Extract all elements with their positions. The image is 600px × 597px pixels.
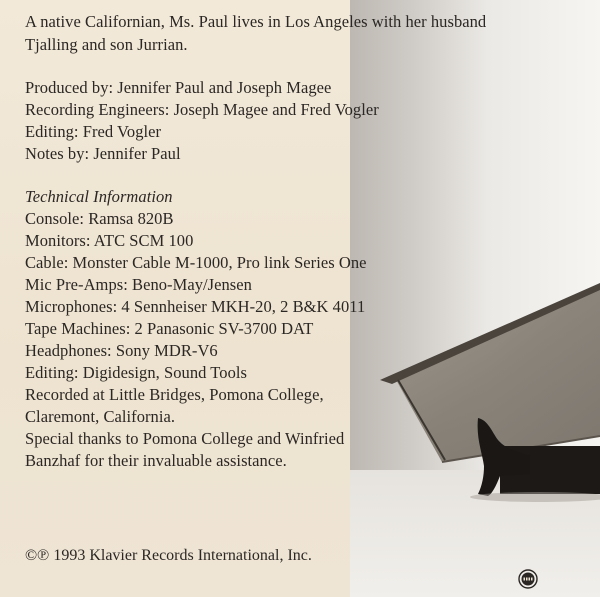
- technical-item: Editing: Digidesign, Sound Tools: [25, 363, 247, 382]
- technical-heading: Technical Information: [25, 187, 173, 206]
- credit-line: Produced by: Jennifer Paul and Joseph Magee: [25, 78, 332, 97]
- technical-item: Cable: Monster Cable M-1000, Pro link Series One: [25, 253, 367, 272]
- credit-line: Notes by: Jennifer Paul: [25, 144, 181, 163]
- technical-item: Monitors: ATC SCM 100: [25, 231, 194, 250]
- technical-item: Mic Pre-Amps: Beno-May/Jensen: [25, 275, 252, 294]
- technical-item: Recorded at Little Bridges, Pomona College,: [25, 385, 324, 404]
- technical-item: Banzhaf for their invaluable assistance.: [25, 451, 287, 470]
- copyright-line: ©℗ 1993 Klavier Records International, Inc.: [25, 547, 312, 564]
- intro-line: Tjalling and son Jurrian.: [25, 35, 188, 54]
- photo-panel: [350, 0, 600, 597]
- intro-line: A native Californian, Ms. Paul lives in Los Angeles with her husband: [25, 12, 487, 31]
- technical-item: Special thanks to Pomona College and Winfried: [25, 429, 345, 448]
- technical-item: Microphones: 4 Sennheiser MKH-20, 2 B&K 4011: [25, 297, 366, 316]
- klavier-logo-icon: [518, 569, 538, 589]
- credit-line: Editing: Fred Vogler: [25, 122, 162, 141]
- credit-line: Recording Engineers: Joseph Magee and Fred Vogler: [25, 100, 379, 119]
- technical-item: Tape Machines: 2 Panasonic SV-3700 DAT: [25, 319, 314, 338]
- technical-item: Claremont, California.: [25, 407, 176, 426]
- technical-item: Headphones: Sony MDR-V6: [25, 341, 218, 360]
- technical-item: Console: Ramsa 820B: [25, 209, 174, 228]
